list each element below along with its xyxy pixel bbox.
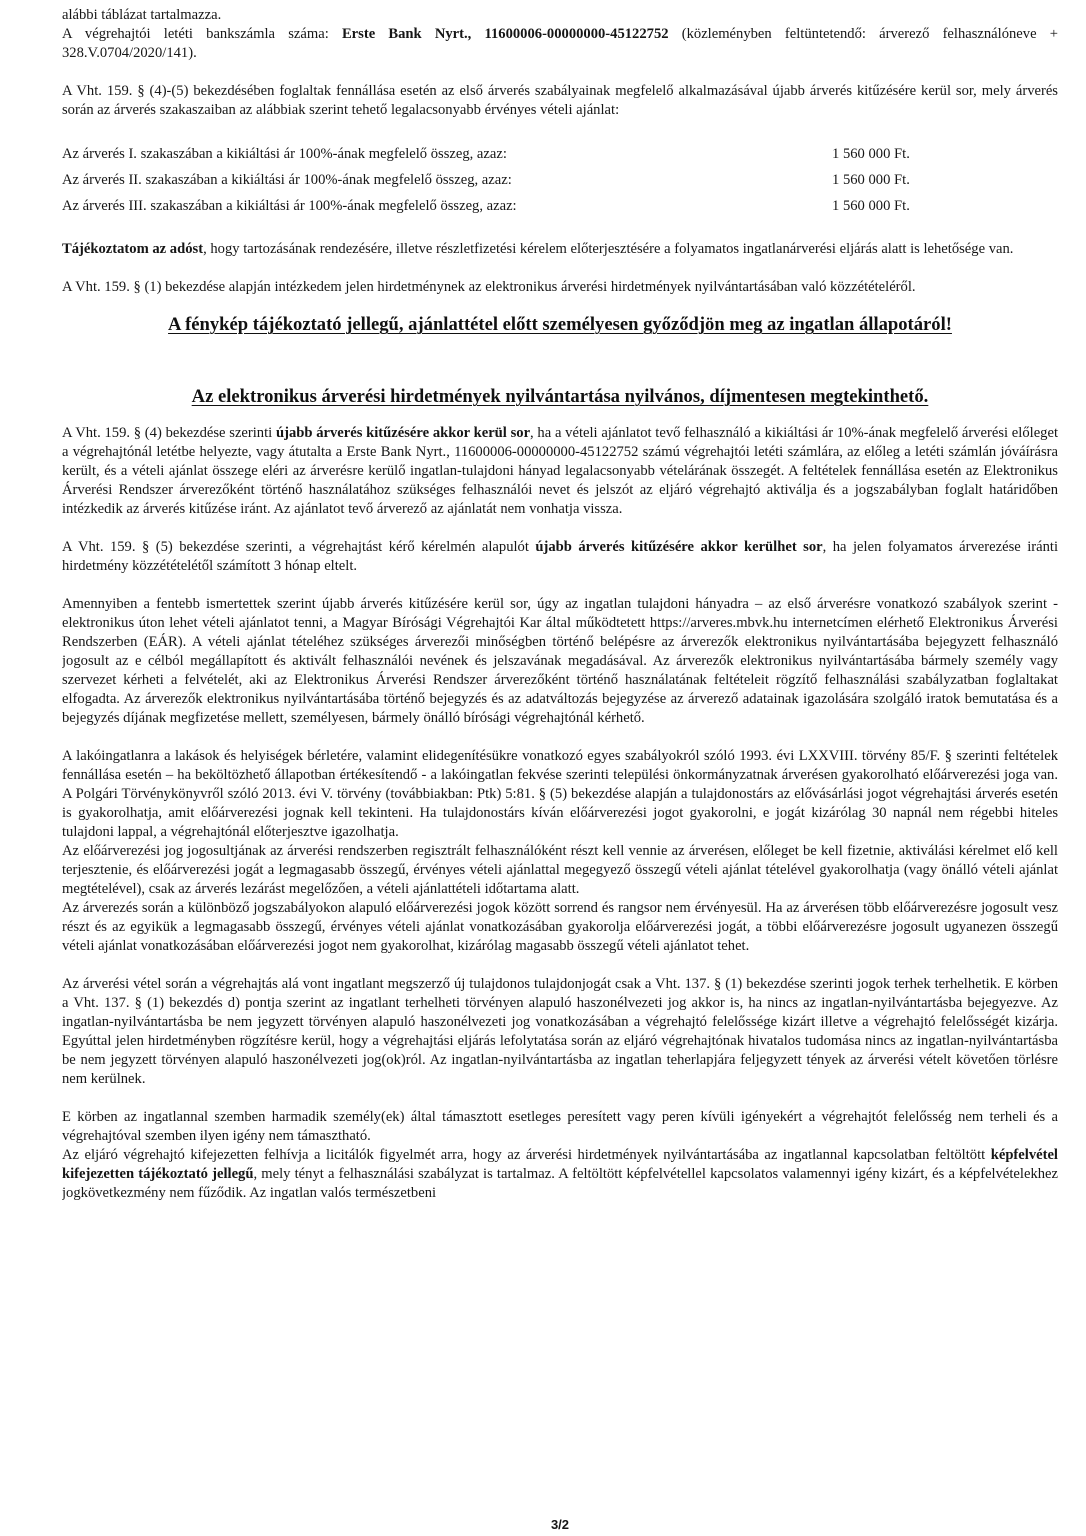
bank-account-label: A végrehajtói letéti bankszámla száma: xyxy=(62,26,342,42)
debtor-info-lead: Tájékoztatom az adóst xyxy=(62,241,204,257)
photo-disclaimer-lead: Az eljáró végrehajtó kifejezetten felhívja a licitálók figyelmét arra, hogy az árverési hirdetmények nyilvántartásába az ingatlannal kapcsolatban feltöltött xyxy=(62,1147,991,1163)
photo-disclaimer-emphasis: képfelvétel kifejezetten tájékoztató jellegű xyxy=(62,1147,1058,1182)
preemption-paragraph-3: Az árverezés során a különböző jogszabályokon alapuló előárverezési jogok között sorrend és rangsor nem érvényesül. Ha az árverésen több előárverezésre jogosult vesz részt és az egyikük a legmagasabb összegű, érvényes vételi ajánlat vonatkozásában gyakorolja előárverezési jogát, a többi előárverezésre jogosult ugyanezen összegű vételi ajánlat vonatkozásában előárverezési jogot nem gyakorolhat, kizárólag magasabb összegű vételi ajánlatot tehet. xyxy=(62,900,1058,954)
vht159-4-text: , ha a vételi ajánlatot tevő felhasználó a kikiáltási ár 10%-ának megfelelő árverési előleget a végrehajtónál letétbe helyezte, vagy átutalta a Erste Bank Nyrt., 11600006-00000000-45122752 számú végrehajtói letéti számlára, az előleg a letéti számlán jóváírásra került, és a vételi ajánlat összege eléri az árverésre kerülő ingatlan-tulajdoni hányad legalacsonyabb vételárának összegét. A feltételek fennállása esetén az Elektronikus Árverési Rendszer árverezőként történő használatához szükséges felhasználói nevet és jelszót az eljáró végrehajtó aktiválja és a jogszabályban foglalt határidőben intézkedik az árverés kitűzése iránt. Az ajánlatot tevő árverező az ajánlatát nem vonhatja vissza. xyxy=(62,425,1058,517)
vht159-4-lead: A Vht. 159. § (4) bekezdése szerinti xyxy=(62,425,276,441)
registry-public-heading: Az elektronikus árverési hirdetmények nyilvántartása nyilvános, díjmentesen megtekinthető. xyxy=(191,386,929,407)
vht159-4-5-paragraph: A Vht. 159. § (4)-(5) bekezdésében foglaltak fennállása esetén az első árverés szabályainak megfelelő alkalmazásával újabb árverés kitűzésére kerül sor, mely árverés során az árverés szakaszaiban az alábbiak szerint tehető legalacsonyabb érvényes vételi ajánlat: xyxy=(62,83,1058,118)
bank-account-paragraph xyxy=(62,25,1058,63)
vht159-4-emphasis: újabb árverés kitűzésére akkor kerül sor xyxy=(275,425,531,441)
preemption-paragraph-2: Az előárverezési jog jogosultjának az árverési rendszerben regisztrált felhasználóként részt kell vennie az árverésen, előleget be kell fizetnie, aktiválási kérelmet elő kell terjesztenie, és előárverezési jogát a legmagasabb összegű, érvényes vételi ajánlattal megegyező összegű vételi ajánlat tételével gyakorolhatja (vagy önálló vételi ajánlat megtételével), csak az árverés lezárást megelőzően, a vételi ajánlattételi időtartama alatt. xyxy=(62,843,1058,897)
bank-account-number: Erste Bank Nyrt., 11600006-00000000-45122752 xyxy=(341,26,669,42)
liability-paragraph: E körben az ingatlannal szemben harmadik személy(ek) által támasztott esetleges peresített vagy peren kívüli igényekért a végrehajtót felelősség nem terheli és a végrehajtóval szemben ilyen igény nem támasztható. xyxy=(62,1109,1058,1144)
threshold-amount: 1 560 000 Ft. xyxy=(832,197,910,214)
photo-disclaimer-paragraph xyxy=(62,1146,1058,1203)
debtor-info-paragraph xyxy=(62,240,1058,259)
threshold-label: Az árverés I. szakaszában a kikiáltási ár 100%-ának megfelelő összeg, azaz: xyxy=(62,145,507,162)
bid-threshold-row xyxy=(62,141,1058,167)
photo-notice-heading: A fénykép tájékoztató jellegű, ajánlattétel előtt személyesen győződjön meg az ingatlan állapotáról! xyxy=(168,314,952,335)
threshold-label: Az árverés II. szakaszában a kikiáltási ár 100%-ának megfelelő összeg, azaz: xyxy=(62,171,512,188)
vht159-5-paragraph xyxy=(62,538,1058,576)
threshold-amount: 1 560 000 Ft. xyxy=(832,145,910,162)
document-page xyxy=(62,6,1058,1532)
rights-paragraph: Az árverési vétel során a végrehajtás alá vont ingatlant megszerző új tulajdonos tulajdonjogát csak a Vht. 137. § (1) bekezdése szerinti jogok terhek terhelhetik. E körben a Vht. 137. § (1) bekezdés d) pontja szerint az ingatlant terhelheti törvényen alapuló haszonélvezeti jog akkor is, ha nincs az ingatlan-nyilvántartásba bejegyezve. Az ingatlan-nyilvántartásba be nem jegyzett törvényen alapuló haszonélvezeti jog vonatkozásában a végrehajtó felelőssége kizárt illetve a végrehajtó felelősségét kizárja. Egyúttal jelen hirdetményben rögzítésre kerül, hogy a végrehajtási eljárás lefolytatása során az eljáró végrehajtónak hivatalos tudomása nincs az ingatlan-nyilvántartásba be nem jegyzett törvényen alapuló haszonélvezeti jog(ok)ról. Az ingatlan-nyilvántartásba az ingatlan teherlapjára feljegyzett tények az árverési vételt követően törlésre nem kerülnek. xyxy=(62,976,1058,1087)
page-number: 3/2 xyxy=(550,1517,570,1532)
bid-threshold-row xyxy=(62,193,1058,219)
bid-threshold-row xyxy=(62,167,1058,193)
bid-thresholds-table xyxy=(62,141,1058,219)
threshold-amount: 1 560 000 Ft. xyxy=(832,171,910,188)
threshold-label: Az árverés III. szakaszában a kikiáltási ár 100%-ának megfelelő összeg, azaz: xyxy=(62,197,517,214)
vht159-1-paragraph: A Vht. 159. § (1) bekezdése alapján intézkedem jelen hirdetménynek az elektronikus árverési hirdetmények nyilvántartásában való közzétételéről. xyxy=(62,279,916,295)
bank-account-note: (közleményben feltüntetendő: árverező felhasználóneve + 328.V.0704/2020/141). xyxy=(62,26,1058,61)
vht159-5-lead: A Vht. 159. § (5) bekezdése szerinti, a végrehajtást kérő kérelmén alapulót xyxy=(62,539,536,555)
intro-line: alábbi táblázat tartalmazza. xyxy=(62,7,222,23)
vht159-4-paragraph xyxy=(62,424,1058,519)
photo-disclaimer-text: , mely tényt a felhasználási szabályzat is tartalmaz. A feltöltött képfelvétellel kapcsolatos valamennyi igény kizárt, és a képfelvételekhez jogkövetkezmény nem fűződik. Az ingatlan valós természetbeni xyxy=(62,1166,1058,1201)
vht159-5-text: , ha jelen folyamatos árverezése iránti hirdetmény közzétételétől számított 3 hónap eltelt. xyxy=(62,539,1058,574)
vht159-5-emphasis: újabb árverés kitűzésére akkor kerülhet sor xyxy=(535,539,823,555)
new-auction-paragraph: Amennyiben a fentebb ismertettek szerint újabb árverés kitűzésére kerül sor, úgy az ingatlan tulajdoni hányadra – az első árverésre vonatkozó szabályok szerint - elektronikus úton lehet vételi ajánlatot tenni, a Magyar Bírósági Végrehajtói Kar által működtetett https://arveres.mbvk.hu internetcímen elérhető Elektronikus Árverési Rendszerben (EÁR). A vételi ajánlat tételéhez szükséges árverezői minőségben történő belépésre az árverezők elektronikus nyilvántartásába bejegyzett felhasználó jogosult az e célból megállapított és aktivált felhasználói nevének és jelszavának megadásával. Az árverezők elektronikus nyilvántartásába bármely személy vagy szervezet kérheti a felvételét, aki az Elektronikus Árverési Rendszer árverezőként történő használatának feltételeit rögzítő felhasználási szabályzatban foglaltakat elfogadta. Az árverezők elektronikus nyilvántartásába történő bejegyzés és az adatváltozás bejegyzése az árverező adatainak igazolására szolgáló iratok bemutatása és a bejegyzés díjának megfizetése mellett, személyesen, bármely önálló bírósági végrehajtónál kérhető. xyxy=(62,596,1058,726)
debtor-info-text: , hogy tartozásának rendezésére, illetve részletfizetési kérelem előterjesztésére a folyamatos ingatlanárverési eljárás alatt is lehetősége van. xyxy=(203,241,1014,257)
preemption-paragraph-1: A lakóingatlanra a lakások és helyiségek bérletére, valamint elidegenítésükre vonatkozó egyes szabályokról szóló 1993. évi LXXVIII. törvény 85/F. § szerinti feltételek fennállása esetén – ha beköltözhető állapotban értékesítendő - a lakóingatlan fekvése szerinti települési önkormányzatnak árverésen gyakorolható előárverezési joga van. A Polgári Törvénykönyvről szóló 2013. évi V. törvény (továbbiakban: Ptk) 5:81. § (5) bekezdése alapján a tulajdonostárs az elővásárlási jogot végrehajtási árverés esetén is gyakorolhatja, amit előárverezési jognak kell tekinteni. Ha tulajdonostárs kíván előárverezési jogot gyakorolni, e jogát kizárólag 30 napnál nem régebbi hiteles tulajdoni lappal, a végrehajtónál előterjesztve igazolhatja. xyxy=(62,748,1058,840)
